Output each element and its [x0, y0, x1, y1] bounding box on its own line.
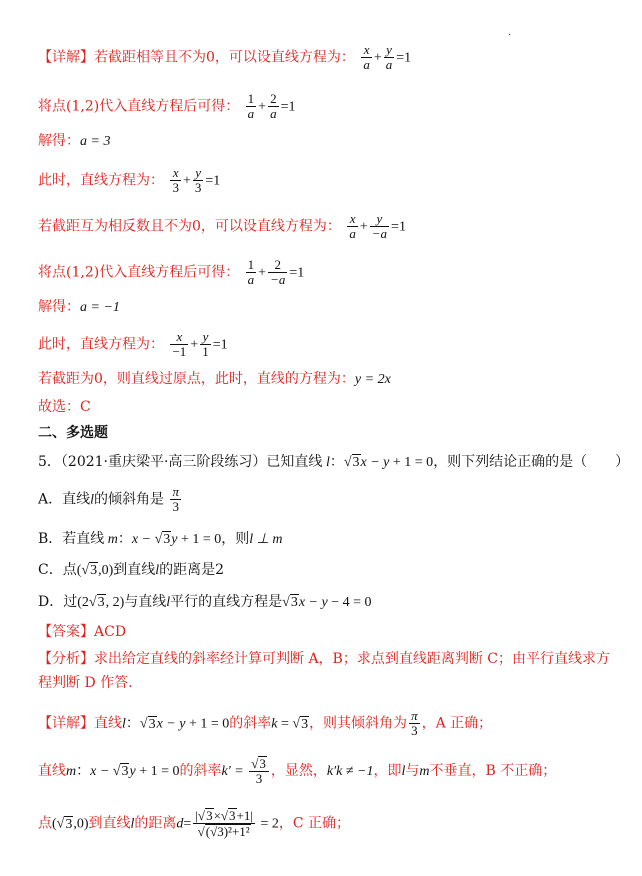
- option-b-text: B．若直线: [38, 531, 105, 547]
- solve-a-2: [38, 296, 622, 316]
- question-5-stem: 5．（2021·重庆梁平·高三阶段练习）已知直线 l：√3x − y + 1 = 0，则下列结论正确的是（ ）: [38, 454, 630, 470]
- solve-math-2: a = −1: [80, 300, 120, 315]
- zero-text: 若截距为0，则直线过原点，此时，直线的方程为：: [38, 371, 355, 387]
- fraction-x-over-a-2: $\frac{x}{a}$: [349, 211, 356, 241]
- analysis-line-1: [38, 648, 622, 668]
- detail-slope-line: 【详解】直线l：√3x − y + 1 = 0的斜率k = √3，则其倾斜角为 $\frac{\pi}{3}$ ，A 正确；: [38, 708, 493, 738]
- detail1-label: 【详解】: [38, 715, 94, 732]
- fraction-1-over-a-2: $\frac{1}{a}$: [247, 257, 255, 287]
- detail2-tail3: 与: [405, 763, 420, 779]
- opposite-text: 若截距互为相反数且不为0，可以设直线方程为：: [38, 218, 341, 235]
- detail1-end: ，A 正确；: [421, 715, 493, 732]
- detail2-tail2: ，即: [373, 763, 402, 779]
- option-d-tail: 平行的直线方程是: [170, 594, 283, 610]
- detail2-text: 直线: [38, 763, 66, 779]
- option-a-tail: 的倾斜角是: [94, 491, 165, 508]
- detail1-mid: 的斜率: [229, 715, 272, 732]
- fraction-x-over-a: $\frac{x}{a}$: [363, 42, 370, 72]
- analysis-text-2: 程判断 D 作答.: [38, 675, 133, 691]
- solve-text-2: 解得：: [38, 299, 80, 315]
- fraction-pi-over-3-detail: $\frac{\pi}{3}$: [411, 708, 418, 738]
- option-b: B．若直线 m：x − √3y + 1 = 0，则l ⊥ m: [38, 531, 283, 547]
- answer-label: 【答案】: [38, 624, 94, 640]
- option-d-mid: 与直线: [124, 594, 167, 610]
- section-title-text: 二、多选题: [38, 425, 108, 441]
- line-equation-1: 此时，直线方程为： $\frac{x}{3}$ + $\frac{y}{3}$ =1: [38, 165, 221, 195]
- detail3-tail: 的距离: [134, 815, 177, 832]
- detail1-tail: ，则其倾斜角为: [309, 715, 408, 732]
- option-d: D．过(2√3, 2)与直线l平行的直线方程是√3x − y − 4 = 0: [38, 594, 372, 610]
- detail3-end: ，C 正确；: [278, 815, 351, 832]
- detail2-mid: 的斜率: [179, 763, 222, 779]
- choice-line: [38, 396, 622, 416]
- detail3-text: 点: [38, 815, 52, 832]
- answer-value: ACD: [94, 624, 127, 640]
- detail2-tail4: 不垂直，B 不正确；: [429, 763, 557, 779]
- fraction-x-over-neg1: $\frac{x}{-1}$: [172, 329, 187, 359]
- fraction-2-over-neg-a: $\frac{2}{-a}$: [270, 257, 286, 287]
- detail-label: 【详解】: [38, 49, 94, 66]
- substitute-point-2: 将点(1,2)代入直线方程后可得： $\frac{1}{a}$ + $\frac{2}{-a}$ =1: [38, 257, 305, 287]
- fraction-pi-over-3: $\frac{\pi}{3}$: [172, 484, 179, 514]
- detail-equal-intercept: 【详解】若截距相等且不为0，可以设直线方程为： $\frac{x}{a}$ + $\frac{y}{a}$ =1: [38, 42, 412, 72]
- solve-math: a = 3: [80, 134, 111, 149]
- detail-text: 若截距相等且不为0，可以设直线方程为：: [94, 49, 355, 66]
- fraction-1-over-a: $\frac{1}{a}$: [247, 91, 255, 121]
- fraction-y-over-neg-a: $\frac{y}{-a}$: [371, 211, 388, 241]
- zero-math: y = 2x: [354, 372, 391, 387]
- line-l-label: l: [322, 455, 330, 470]
- option-c: C．点(√3,0)到直线l的距离是2: [38, 562, 225, 578]
- section-title: [38, 422, 622, 442]
- choice-text: 故选：C: [38, 399, 91, 415]
- answer-line: [38, 621, 622, 641]
- substitute-text-2: 将点(1,2)代入直线方程后可得：: [38, 264, 240, 281]
- question-stem-text: 5．（2021·重庆梁平·高三阶段练习）已知直线: [38, 454, 323, 470]
- equation-text: 此时，直线方程为：: [38, 172, 164, 189]
- fraction-y-over-a: $\frac{y}{a}$: [385, 42, 393, 72]
- option-d-text: D．过: [38, 594, 78, 610]
- detail2-tail: ，显然，: [270, 763, 327, 779]
- zero-intercept-line: [38, 368, 622, 388]
- detail-distance-line: 点(√3,0)到直线l的距离d= $\frac{|√3\times√3+1|}{\text{√(√3)²+1²}}$ = 2，C 正确；: [38, 808, 351, 839]
- substitute-text: 将点(1,2)代入直线方程后可得：: [38, 98, 240, 115]
- line-equation-2: 此时，直线方程为： $\frac{x}{-1}$ + $\frac{y}{1}$ =1: [38, 329, 228, 359]
- substitute-point-1: 将点(1,2)代入直线方程后可得： $\frac{1}{a}$ + $\frac{2}{a}$ =1: [38, 91, 296, 121]
- analysis-label: 【分析】: [38, 651, 94, 667]
- equation-text-2: 此时，直线方程为：: [38, 336, 164, 353]
- fraction-2-over-a: $\frac{2}{a}$: [270, 91, 277, 121]
- fraction-y-over-1: $\frac{y}{1}$: [202, 329, 209, 359]
- detail1-text: 直线: [94, 715, 122, 732]
- option-c-mid: 到直线: [113, 562, 156, 578]
- detail-perpendicular-line: 直线m：x − √3y + 1 = 0的斜率k′ = $\frac{√3}{3}$ ，显然，k′k ≠ −1，即l与m不垂直，B 不正确；: [38, 756, 557, 786]
- option-a: A．直线l的倾斜角是 $\frac{\pi}{3}$: [38, 484, 179, 514]
- question-stem-tail: ，则下列结论正确的是（ ）: [433, 454, 630, 470]
- option-a-text: A．直线: [38, 491, 91, 508]
- fraction-sqrt3-over-3: $\frac{√3}{3}$: [249, 756, 269, 786]
- detail-opposite-intercept: 若截距互为相反数且不为0，可以设直线方程为： $\frac{x}{a}$ + $\frac{y}{-a}$ =1: [38, 211, 406, 241]
- analysis-text-1: 求出给定直线的斜率经计算可判断 A，B；求点到直线距离判断 C；由平行直线求方: [94, 651, 611, 667]
- corner-mark: ·: [508, 30, 512, 41]
- fraction-x-over-3: $\frac{x}{3}$: [172, 165, 179, 195]
- option-c-text: C．点: [38, 562, 77, 578]
- analysis-line-2: [38, 672, 622, 692]
- solve-a-1: [38, 130, 622, 150]
- fraction-distance: $\frac{|√3\times√3+1|}{\text{√(√3)²+1²}}$: [195, 808, 253, 839]
- solve-text: 解得：: [38, 133, 80, 149]
- detail3-mid: 到直线: [88, 815, 131, 832]
- fraction-y-over-3: $\frac{y}{3}$: [194, 165, 202, 195]
- option-c-tail: 的距离是2: [159, 562, 225, 578]
- option-b-tail: ，则: [221, 531, 250, 547]
